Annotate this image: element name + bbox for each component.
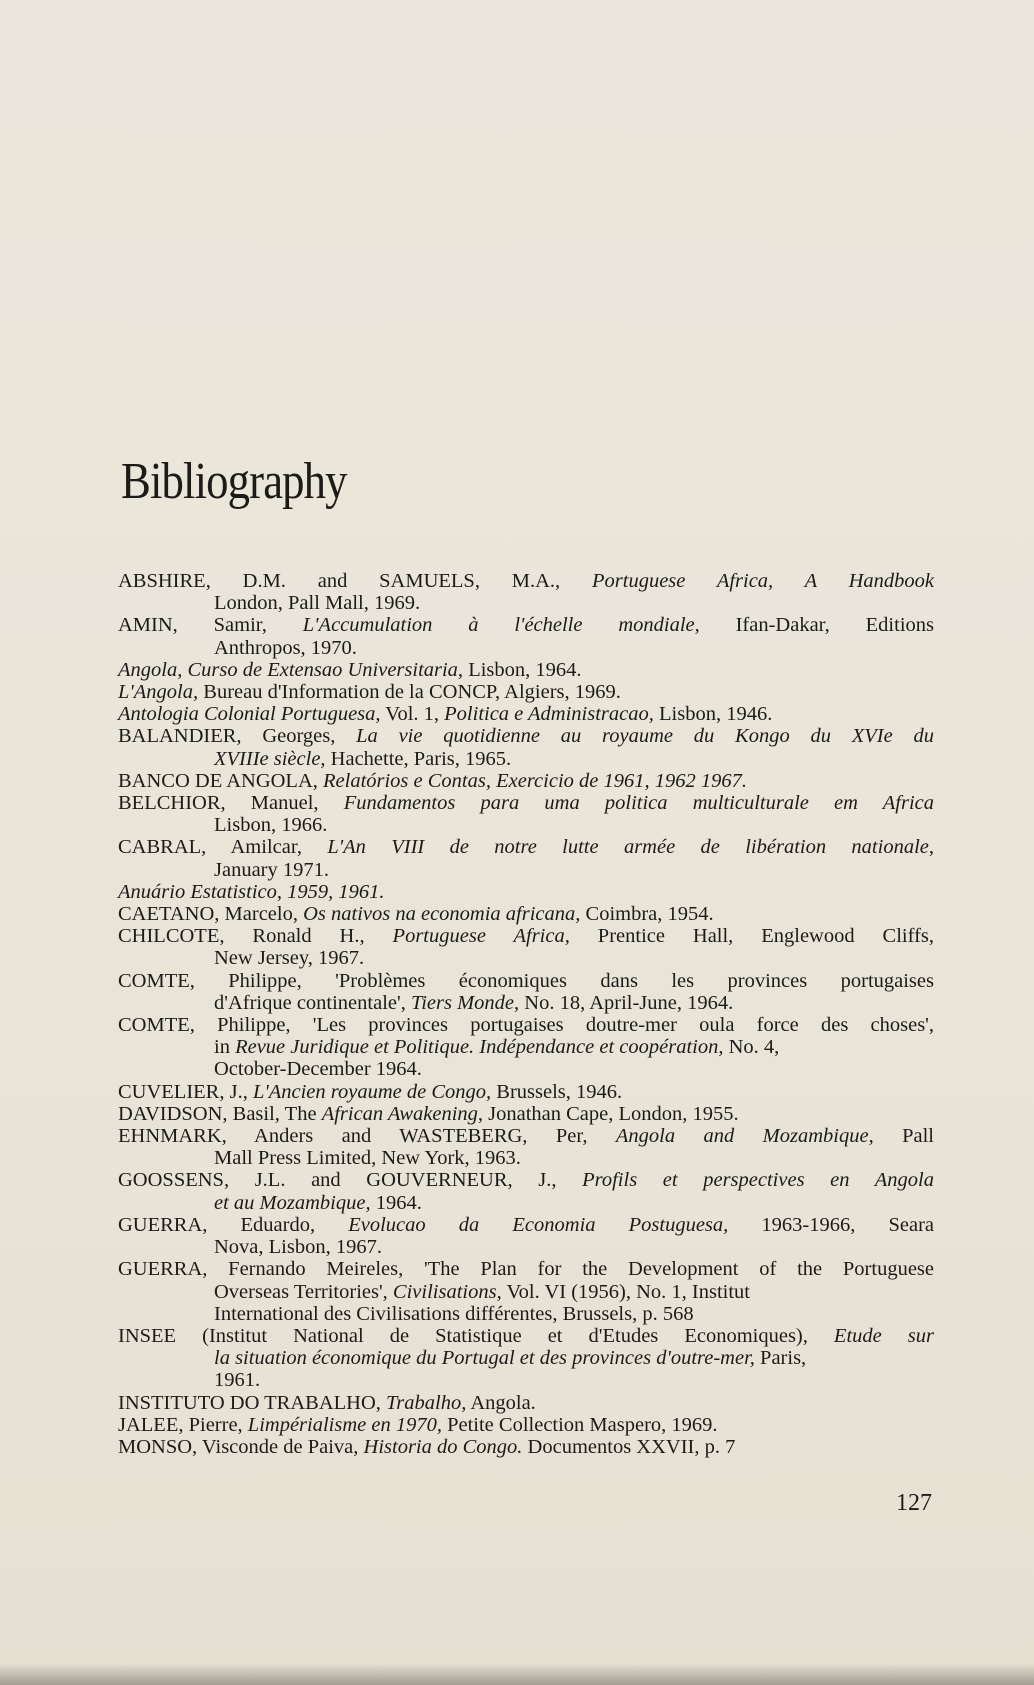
bibliography-entry xyxy=(118,1014,934,1081)
entry-text: Bureau d'Information de la CONCP, Algiers, 1969. xyxy=(198,681,621,704)
entry-continuation-line xyxy=(118,637,934,659)
entry-text: GOOSSENS, J.L. and GOUVERNEUR, J., xyxy=(118,1169,583,1192)
entry-first-line xyxy=(118,1392,934,1414)
entry-continuation-line xyxy=(118,1192,934,1214)
entry-text: Lisbon, 1966. xyxy=(214,814,328,837)
entry-title-text: Limpérialisme en 1970, xyxy=(247,1413,442,1436)
entry-text: AMIN, Samir, xyxy=(118,614,303,637)
entry-text: Hachette, Paris, 1965. xyxy=(325,747,512,770)
entry-continuation-line xyxy=(118,1369,934,1391)
entry-text: International des Civilisations différentes, Brussels, p. 568 xyxy=(214,1302,694,1325)
entry-title-text: Relatórios e Contas, Exercicio de 1961, 1962 1967. xyxy=(323,769,747,792)
entry-title-text: L'An VIII de notre lutte armée de libération nationale, xyxy=(327,836,934,859)
entry-text: October-December 1964. xyxy=(214,1058,422,1081)
bibliography-entry xyxy=(118,1081,934,1103)
entry-title-text: Portuguese Africa, A Handbook xyxy=(592,570,934,592)
entry-first-line xyxy=(118,703,934,725)
entry-continuation-line xyxy=(118,748,934,770)
entry-title-text: Fundamentos para uma politica multiculturale em Africa xyxy=(343,792,934,815)
entry-text: MONSO, Visconde de Paiva, xyxy=(118,1435,364,1458)
entry-continuation-line xyxy=(118,1058,934,1080)
entry-text: GUERRA, Fernando Meireles, 'The Plan for the Development of the Portuguese xyxy=(118,1258,934,1281)
entry-text: Petite Collection Maspero, 1969. xyxy=(441,1413,718,1436)
bibliography-entry xyxy=(118,836,934,880)
entry-text: INSEE (Institut National de Statistique et d'Etudes Economiques), xyxy=(118,1324,834,1347)
bibliography-entry xyxy=(118,1258,934,1325)
entry-continuation-line xyxy=(118,947,934,969)
entry-text: Nova, Lisbon, 1967. xyxy=(214,1236,382,1259)
entry-first-line xyxy=(118,970,934,992)
entry-text: 1963-1966, Seara xyxy=(728,1213,934,1236)
entry-title-text: Angola, Curso de Extensao Universitaria, xyxy=(118,658,464,681)
entry-continuation-line xyxy=(118,1303,934,1325)
page-number: 127 xyxy=(896,1490,932,1516)
bibliography-entry xyxy=(118,881,934,903)
bibliography-entry xyxy=(118,970,934,1014)
entry-first-line xyxy=(118,836,934,858)
entry-continuation-line xyxy=(118,1147,934,1169)
entry-first-line xyxy=(118,681,934,703)
entry-text: EHNMARK, Anders and WASTEBERG, Per, xyxy=(118,1125,616,1148)
entry-text: Prentice Hall, Englewood Cliffs, xyxy=(569,925,934,948)
entry-title-text: Evolucao da Economia Postuguesa, xyxy=(348,1213,729,1236)
bibliography-entry xyxy=(118,1414,934,1436)
entry-first-line xyxy=(118,1081,934,1103)
entry-title-text: Angola and Mozambique, xyxy=(615,1125,874,1148)
entry-text: No. 18, April-June, 1964. xyxy=(519,991,734,1014)
entry-first-line xyxy=(118,792,934,814)
entry-text: Vol. VI (1956), No. 1, Institut xyxy=(501,1280,750,1303)
bibliography-entry xyxy=(118,925,934,969)
entry-first-line xyxy=(118,614,934,636)
entry-text: CABRAL, Amilcar, xyxy=(118,836,328,859)
entry-text: Vol. 1, xyxy=(380,703,445,726)
entry-first-line xyxy=(118,1169,934,1191)
entry-title-text: Historia do Congo. xyxy=(363,1435,523,1458)
bibliography-list xyxy=(118,570,934,1458)
entry-text: Angola. xyxy=(466,1391,536,1414)
entry-text: Lisbon, 1946. xyxy=(653,703,773,726)
entry-first-line xyxy=(118,1414,934,1436)
entry-first-line xyxy=(118,903,934,925)
entry-continuation-line xyxy=(118,1036,934,1058)
bibliography-entry xyxy=(118,1125,934,1169)
entry-text: 1961. xyxy=(214,1369,261,1392)
entry-text: January 1971. xyxy=(214,858,330,881)
entry-continuation-line xyxy=(118,592,934,614)
bibliography-entry xyxy=(118,1392,934,1414)
entry-first-line xyxy=(118,881,934,903)
entry-text: INSTITUTO DO TRABALHO, xyxy=(118,1391,387,1414)
entry-text: COMTE, Philippe, 'Problèmes économiques dans les provinces portugaises xyxy=(118,969,934,992)
bibliography-entry xyxy=(118,1436,934,1458)
entry-text: Documentos XXVII, p. 7 xyxy=(522,1435,736,1458)
entry-text: JALEE, Pierre, xyxy=(118,1413,248,1436)
entry-first-line xyxy=(118,1014,934,1036)
entry-first-line xyxy=(118,570,934,592)
bibliography-entry xyxy=(118,1214,934,1258)
entry-first-line xyxy=(118,1436,934,1458)
entry-continuation-line xyxy=(118,1347,934,1369)
entry-title-text: XVIIIe siècle, xyxy=(214,747,326,770)
entry-title-text: African Awakening, xyxy=(321,1102,484,1125)
entry-text: Anthropos, 1970. xyxy=(214,636,357,659)
entry-first-line xyxy=(118,1125,934,1147)
entry-text: 1964. xyxy=(370,1191,422,1214)
bibliography-entry xyxy=(118,659,934,681)
entry-title-text: Politica e Administracao, xyxy=(444,703,654,726)
bibliography-entry xyxy=(118,770,934,792)
entry-text: CUVELIER, J., xyxy=(118,1080,253,1103)
entry-continuation-line xyxy=(118,859,934,881)
entry-text: Coimbra, 1954. xyxy=(580,903,714,926)
entry-text: New Jersey, 1967. xyxy=(214,947,365,970)
entry-continuation-line xyxy=(118,992,934,1014)
entry-text: Paris, xyxy=(754,1347,807,1370)
entry-first-line xyxy=(118,1214,934,1236)
entry-continuation-line xyxy=(118,1236,934,1258)
entry-title-text: L'Accumulation à l'échelle mondiale, xyxy=(302,614,700,637)
bibliography-entry xyxy=(118,703,934,725)
bibliography-entry xyxy=(118,570,934,614)
entry-text: BALANDIER, Georges, xyxy=(118,725,357,748)
entry-first-line xyxy=(118,1258,934,1280)
entry-title-text: et au Mozambique, xyxy=(214,1191,371,1214)
entry-title-text: L'Angola, xyxy=(118,681,199,704)
bibliography-entry xyxy=(118,725,934,769)
entry-text: CAETANO, Marcelo, xyxy=(118,903,304,926)
entry-title-text: Tiers Monde, xyxy=(410,991,520,1014)
entry-first-line xyxy=(118,725,934,747)
entry-text: Jonathan Cape, London, 1955. xyxy=(483,1102,739,1125)
entry-text: No. 4, xyxy=(723,1036,780,1059)
entry-title-text: Civilisations, xyxy=(392,1280,502,1303)
entry-text: Lisbon, 1964. xyxy=(463,658,582,681)
entry-text: ABSHIRE, D.M. and SAMUELS, M.A., xyxy=(118,570,592,592)
entry-title-text: Revue Juridique et Politique. Indépendance et coopération, xyxy=(235,1036,724,1059)
entry-title-text: Portuguese Africa, xyxy=(392,925,570,948)
bibliography-entry xyxy=(118,1325,934,1392)
entry-text: Ifan-Dakar, Editions xyxy=(699,614,934,637)
entry-text: BANCO DE ANGOLA, xyxy=(118,769,323,792)
entry-first-line xyxy=(118,1103,934,1125)
entry-title-text: Trabalho, xyxy=(386,1391,467,1414)
bibliography-entry xyxy=(118,903,934,925)
bibliography-entry xyxy=(118,681,934,703)
bibliography-entry xyxy=(118,1103,934,1125)
entry-text: Pall xyxy=(873,1125,934,1148)
entry-title-text: la situation économique du Portugal et des provinces d'outre-mer, xyxy=(214,1347,755,1370)
entry-first-line xyxy=(118,925,934,947)
entry-first-line xyxy=(118,1325,934,1347)
entry-continuation-line xyxy=(118,814,934,836)
entry-text: Mall Press Limited, New York, 1963. xyxy=(214,1147,521,1170)
entry-title-text: Profils et perspectives en Angola xyxy=(582,1169,934,1192)
entry-first-line xyxy=(118,659,934,681)
entry-title-text: La vie quotidienne au royaume du Kongo du XVIe du xyxy=(356,725,934,748)
entry-text: BELCHIOR, Manuel, xyxy=(118,792,344,815)
entry-continuation-line xyxy=(118,1281,934,1303)
bibliography-entry xyxy=(118,1169,934,1213)
entry-text: in xyxy=(214,1036,236,1059)
entry-text: COMTE, Philippe, 'Les provinces portugaises doutre-mer oula force des choses', xyxy=(118,1014,934,1037)
bibliography-entry xyxy=(118,614,934,658)
entry-text: DAVIDSON, Basil, The xyxy=(118,1102,322,1125)
entry-title-text: Os nativos na economia africana, xyxy=(303,903,581,926)
entry-title-text: Etude sur xyxy=(833,1324,934,1347)
entry-text: GUERRA, Eduardo, xyxy=(118,1213,349,1236)
bibliography-entry xyxy=(118,792,934,836)
entry-title-text: Antologia Colonial Portuguesa, xyxy=(118,703,381,726)
entry-text: Brussels, 1946. xyxy=(491,1080,623,1103)
page-title: Bibliography xyxy=(121,453,347,510)
entry-text: d'Afrique continentale', xyxy=(214,991,411,1014)
entry-text: CHILCOTE, Ronald H., xyxy=(118,925,393,948)
entry-text: Overseas Territories', xyxy=(214,1280,393,1303)
entry-title-text: Anuário Estatistico, 1959, 1961. xyxy=(118,880,385,903)
entry-first-line xyxy=(118,770,934,792)
page-edge-shadow xyxy=(0,1663,1034,1685)
entry-text: London, Pall Mall, 1969. xyxy=(214,592,421,615)
entry-title-text: L'Ancien royaume de Congo, xyxy=(252,1080,492,1103)
